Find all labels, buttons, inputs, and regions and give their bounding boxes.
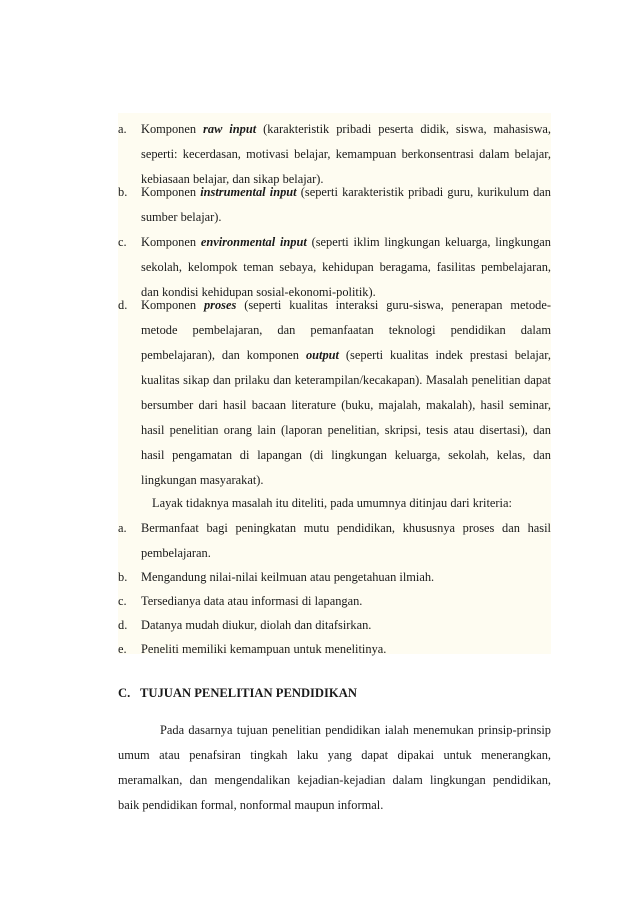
emphasis-term: raw input — [203, 122, 257, 136]
list-label: c. — [118, 594, 127, 608]
list-label: b. — [118, 185, 128, 199]
section-heading — [118, 681, 357, 706]
list-label: b. — [118, 570, 128, 584]
section-title: TUJUAN PENELITIAN PENDIDIKAN — [140, 686, 357, 700]
criteria-item-b: b. Mengandung nilai-nilai keilmuan atau pengetahuan ilmiah. — [118, 565, 551, 590]
list-label: a. — [118, 521, 127, 535]
emphasis-term: proses — [203, 298, 237, 312]
section-paragraph: Pada dasarnya tujuan penelitian pendidikan ialah menemukan prinsip-prinsip umum atau penafsiran tingkah laku yang dapat dipakai untuk menerangkan, meramalkan, dan mengendalikan kejadian-kejadian dalam lingkungan pendidikan, baik pendidikan formal, nonformal maupun informal. — [118, 723, 551, 812]
emphasis-term: environmental input — [200, 235, 307, 249]
section-label: C. — [118, 686, 131, 700]
criteria-item-d: d. Datanya mudah diukur, diolah dan ditafsirkan. — [118, 613, 551, 638]
criteria-item-c: c. Tersedianya data atau informasi di lapangan. — [118, 589, 551, 614]
list-label: c. — [118, 235, 127, 249]
list-item-a: a. Komponen raw input (karakteristik pribadi peserta didik, siswa, mahasiswa, seperti: kecerdasan, motivasi belajar, kemampuan berkonsentrasi dalam belajar, kebiasaan belajar, dan sikap belajar). — [118, 117, 551, 192]
list-label: e. — [118, 642, 127, 656]
criteria-item-e: e. Peneliti memiliki kemampuan untuk menelitinya. — [118, 637, 551, 662]
emphasis-term: output — [305, 348, 339, 362]
criteria-item-a: a. Bermanfaat bagi peningkatan mutu pendidikan, khususnya proses dan hasil pembelajaran. — [118, 516, 551, 566]
emphasis-term: instrumental input — [200, 185, 297, 199]
list-label: d. — [118, 298, 128, 312]
criteria-intro: Layak tidaknya masalah itu diteliti, pada umumnya ditinjau dari kriteria: — [152, 496, 512, 510]
list-label: a. — [118, 122, 127, 136]
list-item-d: d. Komponen proses (seperti kualitas interaksi guru-siswa, penerapan metode-metode pembelajaran, dan pemanfaatan teknologi pendidikan dalam pembelajaran), dan komponen output (seperti kualitas indek prestasi belajar, kualitas sikap dan prilaku dan keterampilan/kecakapan). Masalah penelitian dapat bersumber dari hasil bacaan literature (buku, majalah, makalah), hasil seminar, hasil penelitian orang lain (laporan penelitian, skripsi, tesis atau disertasi), dan hasil pengamatan di lapangan (di lingkungan keluarga, sekolah, kelas, dan lingkungan masyarakat). — [118, 293, 551, 493]
list-item-b: b. Komponen instrumental input (seperti karakteristik pribadi guru, kurikulum dan sumber belajar). — [118, 180, 551, 230]
list-item-c: c. Komponen environmental input (seperti iklim lingkungan keluarga, lingkungan sekolah, kelompok teman sebaya, kehidupan beragama, fasilitas pembelajaran, dan kondisi kehidupan sosial-ekonomi-politik). — [118, 230, 551, 305]
list-label: d. — [118, 618, 128, 632]
